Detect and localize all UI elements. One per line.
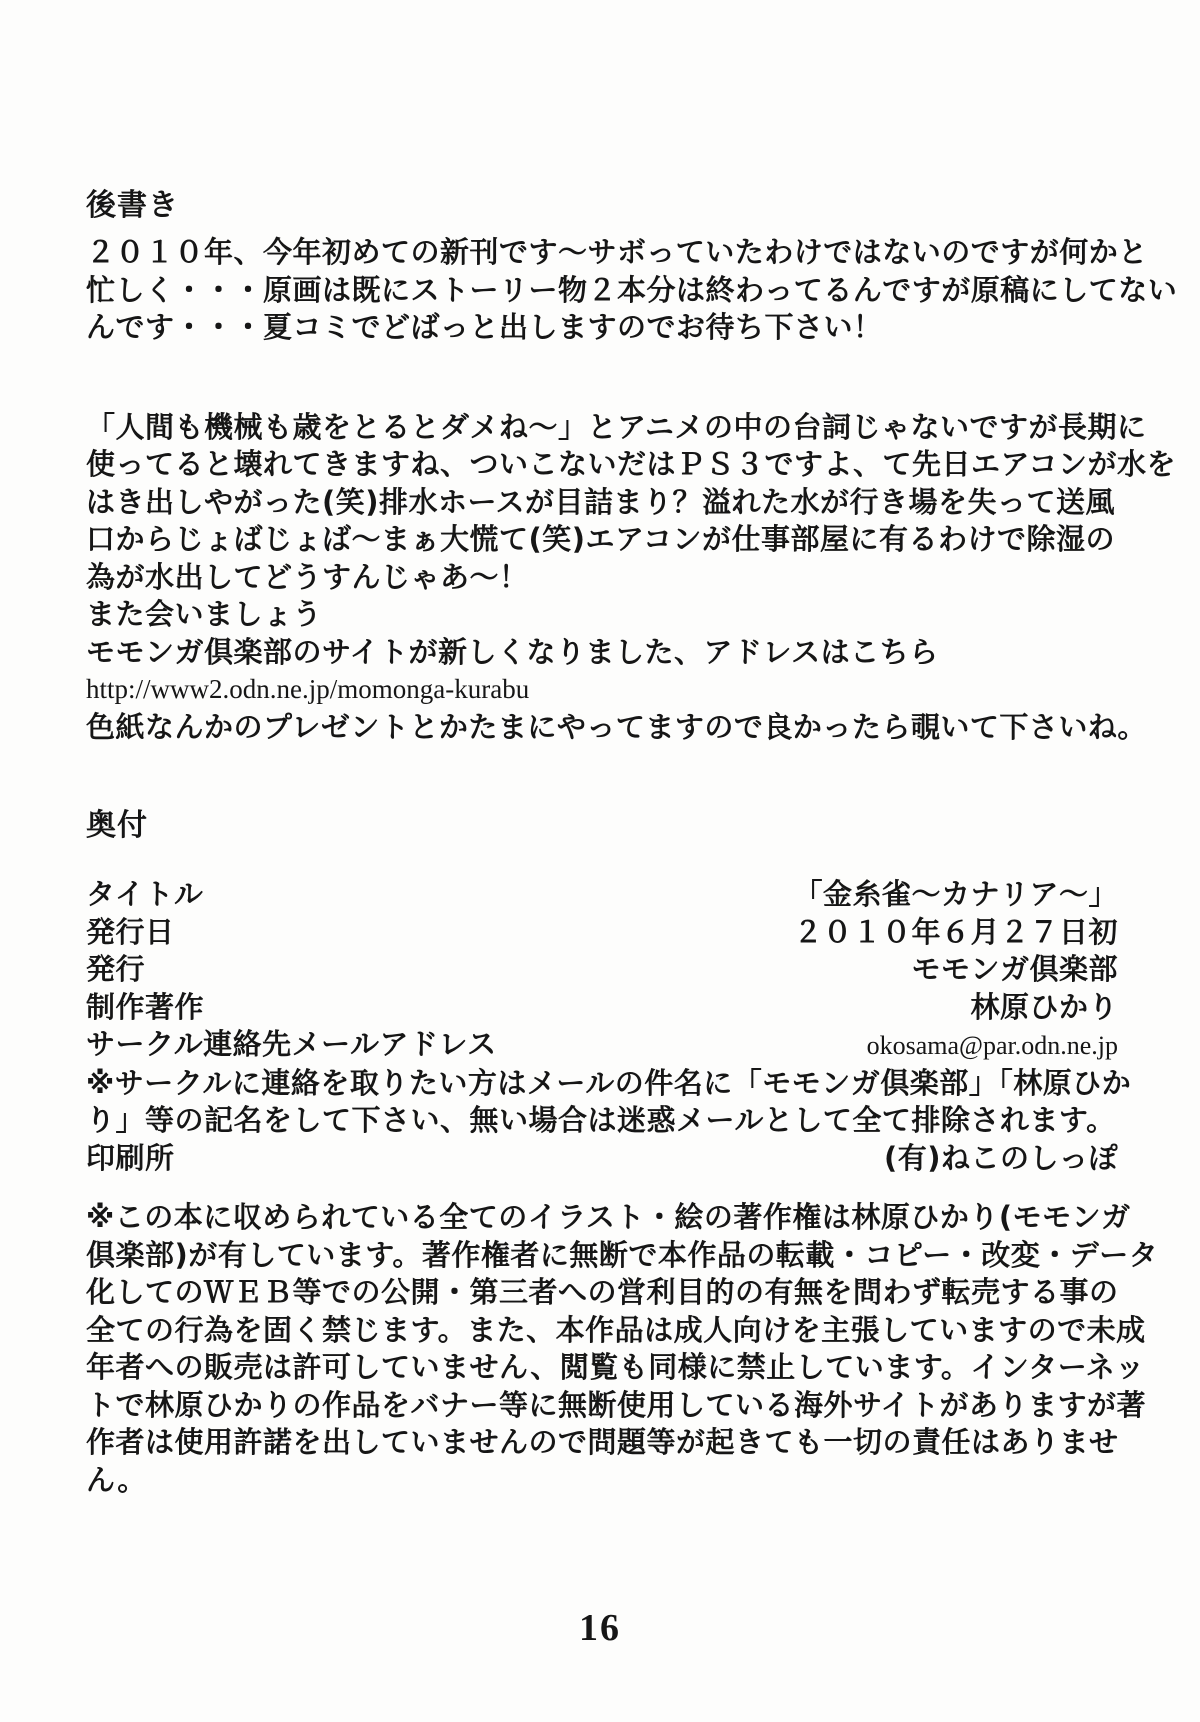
afterword-paragraph2-line: 口からじょばじょば〜まぁ大慌て(笑)エアコンが仕事部屋に有るわけで除湿の [86, 522, 1116, 556]
printer-value: (有)ねこのしっぽ [883, 1140, 1118, 1175]
colophon-row-contact-email [86, 1026, 1118, 1065]
publisher-value: モモンガ倶楽部 [911, 952, 1118, 986]
copyright-line: 化してのＷＥＢ等での公開・第三者への営利目的の有無を問わず転売する事の [86, 1275, 1119, 1309]
afterword-paragraph1-line: ２０１０年、今年初めての新刊です〜サボっていたわけではないのですが何かと [86, 235, 1148, 269]
author-value: 林原ひかり [970, 989, 1118, 1024]
afterword-paragraph1-line: 忙しく・・・原画は既にストーリー物２本分は終わってるんですが原稿にしてない [86, 272, 1178, 307]
page-number: 16 [579, 1607, 621, 1649]
colophon-row-publication-date [86, 914, 1118, 952]
paragraph-spacer [86, 347, 1118, 409]
afterword-heading: 後書き [86, 188, 179, 223]
circle-website-url: http://www2.odn.ne.jp/momonga-kurabu [86, 674, 530, 704]
author-label: 制作著作 [86, 989, 205, 1024]
copyright-line: トで林原ひかりの作品をバナー等に無断使用している海外サイトがありますが著 [86, 1387, 1146, 1422]
publication-date-value: ２０１０年６月２７日初 [793, 914, 1118, 949]
contact-note-line: ※サークルに連絡を取りたい方はメールの件名に「モモンガ倶楽部」「林原ひか [86, 1065, 1132, 1100]
afterword-paragraph2-line: モモンガ倶楽部のサイトが新しくなりました、アドレスはこちら [86, 634, 939, 669]
afterword-paragraph2-line: 使ってると壊れてきますね、ついこないだはＰＳ３ですよ、て先日エアコンが水を [86, 447, 1177, 481]
publication-date-label: 発行日 [86, 914, 175, 949]
colophon-row-title [86, 876, 1118, 914]
copyright-line: 年者への販売は許可していません、閲覧も同様に禁止しています。インターネッ [86, 1350, 1145, 1384]
copyright-notice [86, 1199, 1159, 1499]
colophon-body [86, 876, 1132, 1177]
colophon-row-publisher [86, 951, 1118, 989]
title-label: タイトル [86, 877, 204, 911]
colophon-heading: 奥付 [86, 808, 148, 843]
title-value: 「金糸雀〜カナリア〜」 [793, 877, 1118, 911]
contact-note-line: り」等の記名をして下さい、無い場合は迷惑メールとして全て排除されます。 [86, 1103, 1116, 1137]
publisher-label: 発行 [86, 952, 146, 986]
copyright-line: 倶楽部)が有しています。著作権者に無断で本作品の転載・コピー・改変・データ [86, 1237, 1159, 1272]
colophon-row-author [86, 989, 1118, 1027]
copyright-line: ※この本に収められている全てのイラスト・絵の著作権は林原ひかり(モモンガ [86, 1200, 1131, 1234]
afterword-paragraph2-line: 「人間も機械も歳をとるとダメね〜」とアニメの中の台詞じゃないですが長期に [86, 409, 1147, 444]
copyright-line: ん。 [86, 1462, 147, 1497]
afterword-body [86, 234, 1178, 746]
copyright-line: 作者は使用許諾を出していませんので問題等が起きても一切の責任はありませ [86, 1425, 1119, 1459]
printer-label: 印刷所 [86, 1140, 175, 1175]
afterword-closing-line: 色紙なんかのプレゼントとかたまにやってますので良かったら覗いて下さいね。 [86, 709, 1147, 744]
colophon-row-printer [86, 1140, 1118, 1178]
contact-email-label: サークル連絡先メールアドレス [86, 1027, 497, 1061]
afterword-paragraph2-line: 為が水出してどうすんじゃあ〜！ [86, 559, 529, 594]
contact-email-value: okosama@par.odn.ne.jp [866, 1031, 1118, 1060]
afterword-paragraph2-line: また会いましょう [86, 597, 323, 631]
afterword-paragraph2-line: はき出しやがった(笑)排水ホースが目詰まり？溢れた水が行き場を失って送風 [86, 484, 1116, 519]
copyright-line: 全ての行為を固く禁じます。また、本作品は成人向けを主張していますので未成 [86, 1312, 1146, 1347]
afterword-paragraph1-line: んです・・・夏コミでどばっと出しますのでお待ち下さい！ [86, 310, 883, 344]
